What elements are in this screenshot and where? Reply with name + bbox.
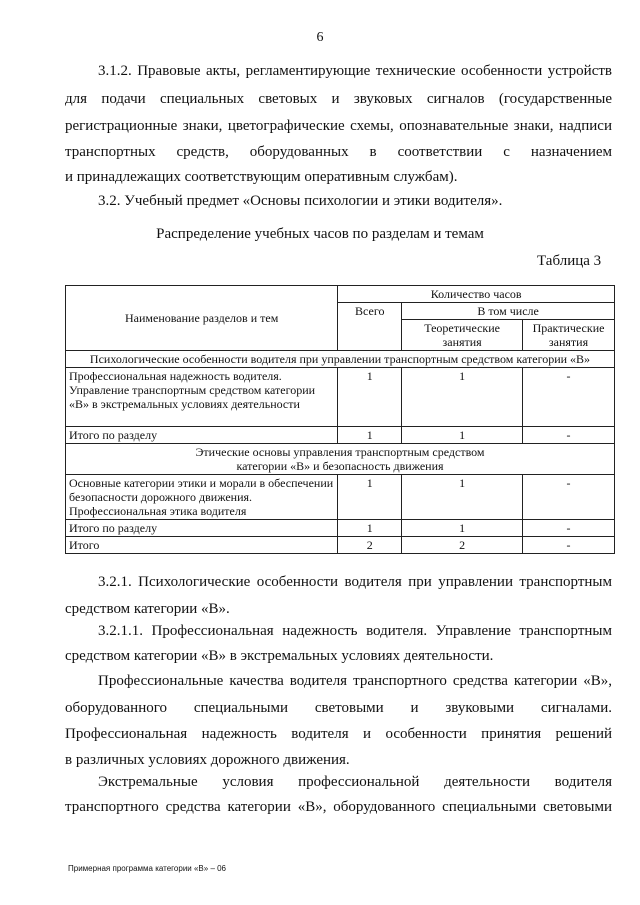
para-extreme-line-1: Экстремальные условия профессиональной деятельности водителя [98, 774, 612, 790]
s1-topic-theory: 1 [402, 368, 523, 427]
para-prof-line-4: в различных условиях дорожного движения. [65, 752, 350, 768]
s1-topic-practice: - [523, 368, 615, 427]
section-2-title-line-1: Этические основы управления транспортным средством [195, 445, 485, 459]
para-3-1-2-line-1: 3.1.2. Правовые акты, регламентирующие технические особенности устройств [98, 63, 612, 79]
table-heading: Распределение учебных часов по разделам и темам [156, 226, 484, 242]
grand-total-label: Итого [66, 537, 338, 554]
header-hours: Количество часов [338, 286, 615, 303]
header-practice: Практические занятия [523, 320, 615, 351]
s1-subtotal-label: Итого по разделу [66, 427, 338, 444]
hours-table [65, 285, 615, 554]
section-2-title [66, 444, 615, 475]
s1-topic-name: Профессиональная надежность водителя. Управление транспортным средством категории «В» в экстремальных условиях деятельности [66, 368, 338, 427]
s1-topic-total: 1 [338, 368, 402, 427]
para-3-2-1-line-2: средством категории «В». [65, 601, 230, 617]
table-row [66, 475, 615, 520]
table-row [66, 368, 615, 427]
s2-subtotal-practice: - [523, 520, 615, 537]
section-2-title-line-2: категории «В» и безопасность движения [236, 459, 444, 473]
para-3-2: 3.2. Учебный предмет «Основы психологии и этики водителя». [98, 193, 503, 209]
grand-total-theory: 2 [402, 537, 523, 554]
grand-total-practice: - [523, 537, 615, 554]
s2-topic-total: 1 [338, 475, 402, 520]
s2-topic-theory: 1 [402, 475, 523, 520]
para-3-2-1-1-line-2: средством категории «В» в экстремальных условиях деятельности. [65, 648, 494, 664]
para-3-1-2-line-4: транспортных средств, оборудованных в соответствии с назначением [65, 144, 612, 160]
header-theory: Теоретические занятия [402, 320, 523, 351]
section-1-title: Психологические особенности водителя при управлении транспортным средством категории «В» [66, 351, 615, 368]
para-3-1-2-line-5: и принадлежащих соответствующим оперативным службам). [65, 169, 458, 185]
grand-total-total: 2 [338, 537, 402, 554]
s2-topic-name: Основные категории этики и морали в обеспечении безопасности дорожного движения. Профессиональная этика водителя [66, 475, 338, 520]
s2-subtotal-theory: 1 [402, 520, 523, 537]
s2-subtotal-total: 1 [338, 520, 402, 537]
header-total: Всего [338, 303, 402, 351]
page-number: 6 [316, 30, 324, 45]
table-label: Таблица 3 [537, 253, 602, 269]
para-3-1-2-line-2: для подачи специальных световых и звуковых сигналов (государственные [65, 91, 612, 107]
s1-subtotal-theory: 1 [402, 427, 523, 444]
header-name: Наименование разделов и тем [66, 286, 338, 351]
table-row [66, 520, 615, 537]
page-footer: Примерная программа категории «В» – 06 [68, 864, 227, 873]
para-3-2-1-1-line-1: 3.2.1.1. Профессиональная надежность водителя. Управление транспортным [98, 623, 612, 639]
para-extreme-line-2: транспортного средства категории «В», оборудованного специальными световыми [65, 799, 612, 815]
para-prof-line-2: оборудованного специальными световыми и звуковыми сигналами. [65, 700, 612, 716]
s1-subtotal-total: 1 [338, 427, 402, 444]
s2-subtotal-label: Итого по разделу [66, 520, 338, 537]
para-3-1-2-line-3: регистрационные знаки, цветографические схемы, опознавательные знаки, надписи [65, 118, 612, 134]
para-prof-line-3: Профессиональная надежность водителя и особенности принятия решений [65, 726, 612, 742]
table-row [66, 537, 615, 554]
para-prof-line-1: Профессиональные качества водителя транспортного средства категории «В», [98, 673, 612, 689]
s1-subtotal-practice: - [523, 427, 615, 444]
para-3-2-1-line-1: 3.2.1. Психологические особенности водителя при управлении транспортным [98, 574, 612, 590]
header-including: В том числе [402, 303, 615, 320]
table-row [66, 427, 615, 444]
s2-topic-practice: - [523, 475, 615, 520]
